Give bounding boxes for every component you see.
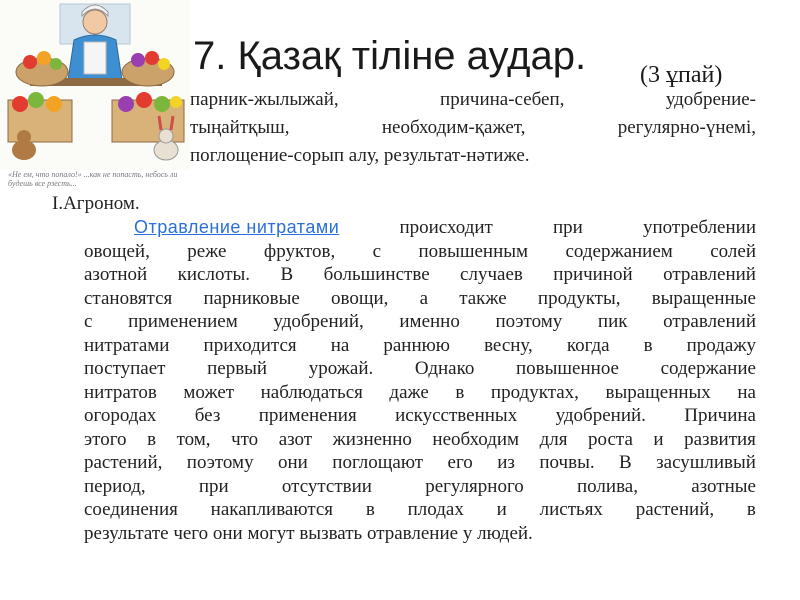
- article-word: Однако: [414, 358, 475, 379]
- article-word: продажу: [686, 334, 756, 356]
- article-word: на: [330, 334, 350, 356]
- article-word: продуктах,: [490, 381, 579, 403]
- article-word: овощи,: [331, 287, 389, 309]
- author-label: I.Агроном.: [52, 193, 140, 214]
- article-word: нитратами: [84, 334, 170, 356]
- article-word: роста: [588, 428, 633, 450]
- article-word: может: [183, 381, 235, 403]
- article-word: и: [653, 428, 664, 450]
- article-word: поэтому: [186, 452, 254, 473]
- article-line: [84, 522, 756, 546]
- article-word: для: [539, 428, 568, 450]
- article-word: Причина: [684, 405, 756, 426]
- article-word: засушливый: [656, 452, 756, 473]
- article-word: продукты,: [537, 287, 621, 309]
- article-word: а: [419, 287, 429, 309]
- article-word: на: [737, 381, 756, 403]
- article-word: удобрений.: [555, 405, 646, 426]
- article-word: развития: [684, 428, 756, 450]
- article-word: поступает: [84, 358, 166, 379]
- article-line: [84, 498, 756, 522]
- article-line: [84, 381, 756, 405]
- article-word: что: [231, 428, 259, 450]
- glossary-line: [190, 114, 756, 142]
- article-word: поглощают: [332, 452, 424, 473]
- article-word: с: [84, 311, 93, 332]
- article-word: листьях: [539, 499, 603, 520]
- article-word: употреблении: [643, 217, 756, 238]
- article-word: удобрений,: [273, 311, 364, 332]
- article-word: азотной: [84, 264, 148, 285]
- article-line: [84, 451, 756, 475]
- article-line: [84, 475, 756, 499]
- vegetable-vendor-illustration: [0, 0, 190, 190]
- article-word: в: [643, 334, 653, 356]
- article-word: поэтому: [495, 311, 563, 332]
- article-word: при: [198, 475, 229, 497]
- article-word: В: [619, 452, 632, 473]
- article-word: происходит: [399, 217, 493, 238]
- article-word: они: [278, 452, 308, 473]
- article-word: азотные: [691, 475, 756, 497]
- article-word: с: [372, 240, 382, 262]
- article-word: наблюдаться: [260, 381, 363, 403]
- article-word: необходим: [432, 428, 520, 450]
- article-word: жизненно: [332, 428, 412, 450]
- article-word: этого: [84, 428, 127, 450]
- article-word: солей: [710, 240, 756, 262]
- glossary-term: поглощение-сорып алу, результат-нәтиже.: [190, 145, 530, 166]
- article-word: урожай.: [308, 358, 374, 379]
- article-word: при: [553, 217, 583, 238]
- article-word: отравлений: [663, 311, 756, 332]
- article-line: [84, 310, 756, 334]
- article-word: накапливаются: [210, 499, 334, 520]
- article-word: становятся: [84, 287, 173, 309]
- article-word: полива,: [577, 475, 638, 497]
- article-word: пик: [597, 311, 628, 332]
- article-line: [84, 263, 756, 287]
- article-word: нитратов: [84, 381, 157, 403]
- article-word: растений,: [84, 452, 163, 473]
- article-word: выращенных: [605, 381, 711, 403]
- article-word: период,: [84, 475, 146, 497]
- article-word: в: [147, 428, 157, 450]
- article-word: азот: [278, 428, 313, 450]
- article-word: искусственных: [395, 405, 518, 426]
- article-word: и: [496, 499, 507, 520]
- article-word: повышенным: [418, 240, 529, 262]
- glossary-term: тыңайтқыш,: [190, 117, 290, 138]
- article-word: парниковые: [203, 287, 300, 309]
- article-word: отравлений: [663, 264, 756, 285]
- article-word: его: [447, 452, 473, 473]
- article-word: регулярного: [425, 475, 524, 497]
- glossary-term: парник-жылыжай,: [190, 89, 339, 110]
- article-word: содержание: [660, 358, 756, 379]
- article-word: раннюю: [383, 334, 451, 356]
- article-line: [84, 240, 756, 264]
- article-word: содержанием: [565, 240, 673, 262]
- article-word: отсутствии: [281, 475, 372, 497]
- article-line: [84, 357, 756, 381]
- article-word: применения: [258, 405, 357, 426]
- article-last-line: результате чего они могут вызвать отравление у людей.: [84, 522, 533, 544]
- article-word: из: [497, 452, 515, 473]
- article-word: том,: [176, 428, 211, 450]
- article-word: даже: [389, 381, 429, 403]
- article-line: [84, 287, 756, 311]
- slide-title: 7. Қазақ тіліне аудар.: [193, 34, 587, 78]
- article-word: плодах: [407, 499, 464, 520]
- article-lines: [84, 240, 756, 522]
- article-word: первый: [207, 358, 268, 379]
- article-word: в: [365, 499, 375, 520]
- glossary: [190, 86, 756, 170]
- article-word: большинстве: [323, 264, 430, 285]
- glossary-line: [190, 142, 756, 170]
- article-word: применением: [128, 311, 238, 332]
- article-word: выращенные: [651, 287, 756, 309]
- glossary-term: регулярно-үнемі,: [617, 117, 756, 138]
- article-word: без: [194, 405, 221, 426]
- glossary-term: необходим-қажет,: [381, 117, 526, 138]
- article-word: повышенное: [516, 358, 619, 379]
- article-word: именно: [399, 311, 460, 332]
- illustration-caption: «Не ем, что попало!» ...как не попасть, небось ли будешь все рзесть...: [8, 170, 178, 188]
- article-word: реже: [187, 240, 227, 262]
- article-word: растений,: [635, 499, 715, 520]
- glossary-line: [190, 86, 756, 114]
- illustration-graphic: [0, 0, 190, 170]
- article-word: когда: [566, 334, 610, 356]
- article-line: [84, 428, 756, 452]
- article-word: приходится: [203, 334, 297, 356]
- article-word: случаев: [460, 264, 523, 285]
- article-word: весну,: [484, 334, 533, 356]
- article-word: соединения: [84, 499, 178, 520]
- article-line: [84, 334, 756, 358]
- article-line: [84, 404, 756, 428]
- article-word: овощей,: [84, 240, 150, 262]
- article-link[interactable]: Отравление нитратами: [134, 217, 340, 237]
- article-word: в: [746, 499, 756, 520]
- article-word: фруктов,: [263, 240, 336, 262]
- article-word: почвы.: [539, 452, 595, 473]
- points-label: (3 ұпай): [640, 62, 723, 88]
- article-word: В: [280, 264, 294, 285]
- article-word: кислоты.: [177, 264, 251, 285]
- article-word: также: [459, 287, 507, 309]
- glossary-term: причина-себеп,: [440, 89, 565, 110]
- article-word: огородах: [84, 405, 157, 426]
- glossary-term: удобрение-: [665, 89, 756, 110]
- article-text: [84, 216, 756, 545]
- article-word: в: [455, 381, 465, 403]
- article-line: [84, 216, 756, 240]
- article-word: причиной: [553, 264, 633, 285]
